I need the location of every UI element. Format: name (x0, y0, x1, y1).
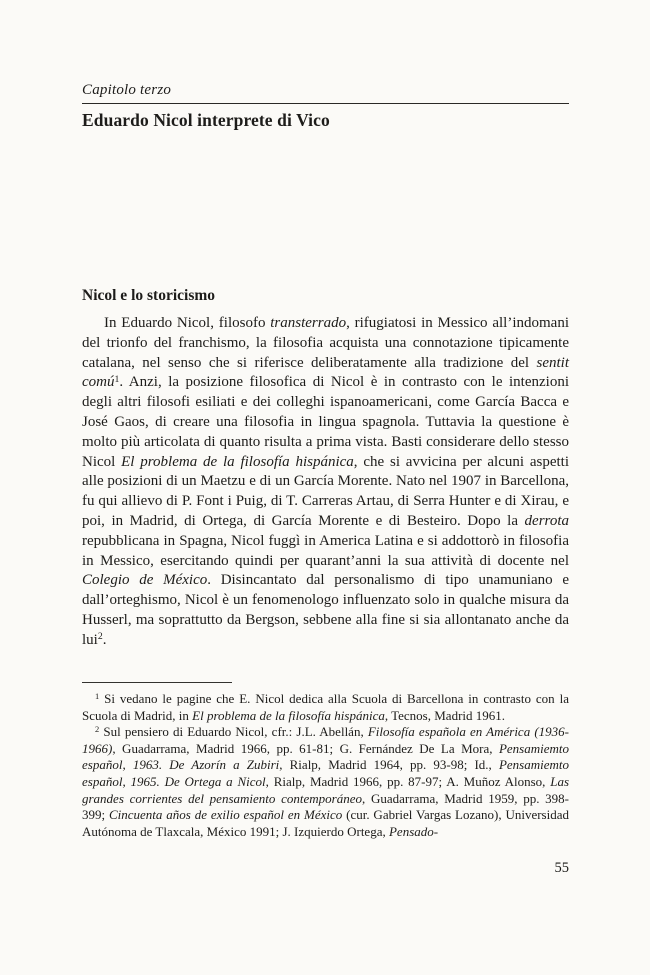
chapter-rule (82, 103, 569, 104)
body-paragraph: In Eduardo Nicol, filosofo transterrado, rifugiatosi in Messico all’indomani del trionfo del franchismo, la filosofia acquista una connotazione tipicamente catalana, nel senso che si riferisce deliberatamente alla tradizione del sentit comú$^1$. Anzi, la posizione filosofica di Nicol è in contrasto con le intenzioni degli altri filosofi esiliati e dei colleghi ispanoamericani, come García Bacca e José Gaos, di creare una filosofia in lingua spagnola. Tuttavia la questione è molto più articolata di quanto risulta a prima vista. Basti considerare dello stesso Nicol El problema de la filosofía hispánica, che si avvicina per alcuni aspetti alle posizioni di un Maetzu e di un García Morente. Nato nel 1907 in Barcellona, fu qui allievo di P. Font i Puig, di T. Carreras Artau, di Serra Hunter e di Xirau, e poi, in Madrid, di Ortega, di García Morente e di Besteiro. Dopo la derrota repubblicana in Spagna, Nicol fuggì in America Latina e si addottorò in filosofia in Messico, esercitando quindi per quarant’anni la sua attività di docente nel Colegio de México. Disincantato dal personalismo di tipo unamuniano e dall’orteghismo, Nicol è un fenomenologo influenzato solo in qualche misura da Husserl, ma soprattutto da Bergson, sebbene alla fine si sia allontanato anche da lui$^2$. (82, 315, 570, 648)
footnotes-section (82, 691, 569, 840)
footnote-separator (82, 682, 232, 683)
chapter-label: Capitolo terzo (82, 82, 172, 98)
footnote-1: $^1$ Si vedano le pagine che E. Nicol dedica alla Scuola di Barcellona in contrasto con la Scuola di Madrid, in El problema de la filosofía hispánica, Tecnos, Madrid 1961. (82, 691, 569, 723)
footnote-2: $^2$ Sul pensiero di Eduardo Nicol, cfr.: J.L. Abellán, Filosofía española en América (1936-1966), Guadarrama, Madrid 1966, pp. 61-81; G. Fernández De La Mora, Pensamiemto español, 1963. De Azorín a Zubiri, Rialp, Madrid 1964, pp. 93-98; Id., Pensamiemto español, 1965. De Ortega a Nicol, Rialp, Madrid 1966, pp. 87-97; A. Muñoz Alonso, Las grandes corrientes del pensamiento contemporáneo, Guadarrama, Madrid 1959, pp. 398-399; Cincuenta años de exilio español en México (cur. Gabriel Vargas Lozano), Universidad Autónoma de Tlaxcala, México 1991; J. Izquierdo Ortega, Pensado- (82, 724, 570, 839)
page-number: 55 (554, 860, 569, 876)
section-heading: Nicol e lo storicismo (82, 287, 216, 304)
chapter-header (82, 82, 569, 131)
chapter-title: Eduardo Nicol interprete di Vico (82, 110, 330, 130)
